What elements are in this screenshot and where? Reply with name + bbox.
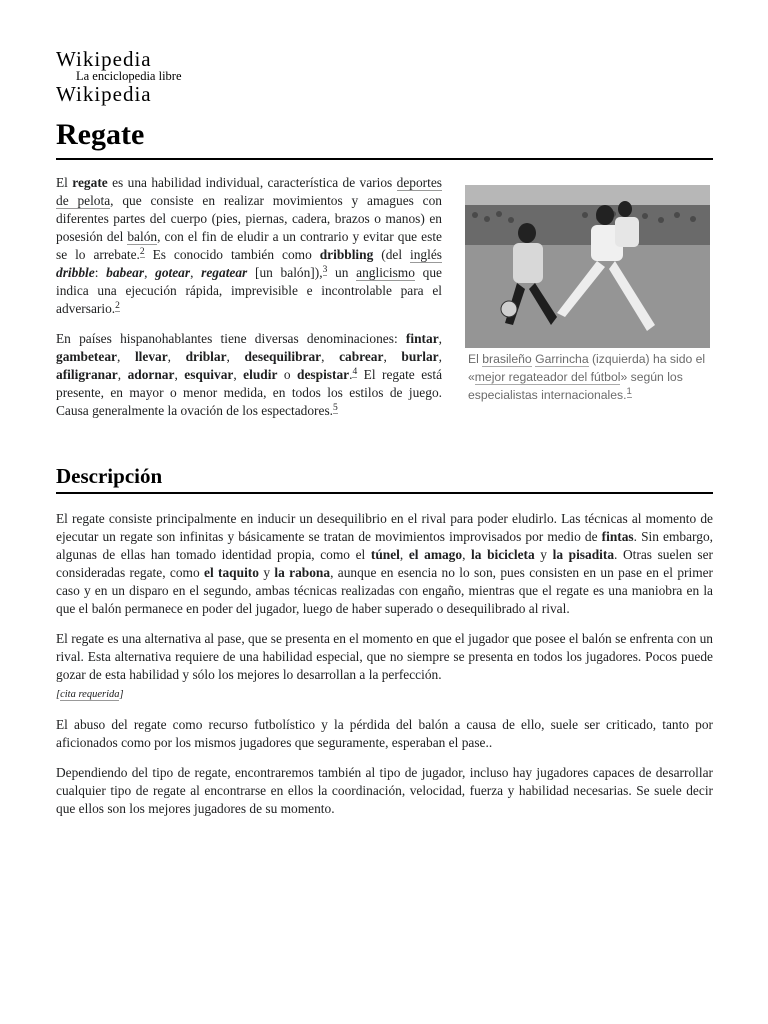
reference-link[interactable]: 2 [139, 246, 145, 257]
lead-section [56, 174, 442, 432]
bracket: [ [56, 689, 61, 700]
bold-term: el amago [408, 547, 463, 562]
bold-term: dribbling [319, 247, 374, 262]
text: El [468, 352, 483, 366]
reference-link[interactable]: 1 [626, 385, 632, 397]
section-underline [56, 492, 713, 494]
text: , [233, 367, 244, 382]
bold-term: afiligranar [56, 367, 118, 382]
link-balon[interactable]: balón [127, 229, 158, 244]
text: , aunque en esencia no lo son, pues consisten en un pase en el primer caso y en un disparo en el segundo, ambas técnicas realizadas con engaño, mientras que el regate es una maniobra en la que el balón permanece en poder del jugador, luego de haber superado o desequilibrado al rival. [56, 565, 714, 616]
text: , [438, 331, 442, 346]
text: , [116, 349, 135, 364]
logo-wordmark-bottom: Wikipedia [56, 82, 152, 106]
text: es una habilidad individual, característica de varios [107, 175, 397, 190]
page-title: Regate [56, 118, 145, 151]
text: En países hispanohablantes tiene diversas denominaciones: [56, 331, 406, 346]
citation-needed-link[interactable]: cita requerida [60, 689, 120, 700]
bold-term: fintas [601, 529, 634, 544]
text: El regate consiste principalmente en inducir un desequilibrio en el rival para poder eludirlo. Las técnicas al momento de ejecutar un regate son infinitas y básicamente se tratan de movimientos improvisados por medio de [56, 511, 713, 544]
reference-link[interactable]: 2 [115, 300, 120, 311]
bold-italic-term: gotear [155, 265, 191, 280]
text: , [167, 349, 186, 364]
link-ingles[interactable]: inglés [410, 247, 442, 262]
text: , [144, 265, 156, 280]
title-underline [56, 158, 713, 160]
text: , [226, 349, 245, 364]
link-anglicismo[interactable]: anglicismo [356, 265, 415, 280]
text: , [383, 349, 402, 364]
bold-term: cabrear [339, 349, 384, 364]
text: » según los especialistas internacionales. [468, 370, 683, 402]
bold-term: la rabona [274, 565, 331, 580]
bold-term: gambetear [56, 349, 117, 364]
bold-term: fintar [405, 331, 439, 346]
bold-term: esquivar [184, 367, 234, 382]
text: , [321, 349, 340, 364]
bold-italic-term: dribble [56, 265, 95, 280]
text: y [534, 547, 553, 562]
text: o [277, 367, 298, 382]
bold-term: adornar [127, 367, 175, 382]
photo-illustration [465, 185, 710, 348]
section-heading: Descripción [56, 464, 163, 488]
bold-term: desequilibrar [244, 349, 322, 364]
body-paragraph-2 [56, 630, 713, 704]
bold-term: llevar [134, 349, 168, 364]
text: que indica una ejecución rápida, imprevisible e incontrolable para el adversario. [56, 265, 442, 316]
text: . Sin embargo, algunas de ellas han tomado identidad propia, como el [56, 529, 714, 562]
text: , [117, 367, 128, 382]
citation-needed [56, 689, 124, 701]
section-body [56, 510, 713, 830]
text: , [190, 265, 202, 280]
text: El [56, 175, 73, 190]
reference-link[interactable]: 5 [333, 402, 338, 413]
bold-term: regate [72, 175, 108, 190]
text: . Otras suelen ser consideradas regate, como [56, 547, 714, 580]
text: El regate está presente, en mayor o menor medida, en todos los estilos de juego. Causa generalmente la ovación de los espectadores. [56, 367, 443, 418]
bold-term: eludir [243, 367, 278, 382]
lead-paragraph-2 [56, 330, 442, 420]
text: , con el fin de eludir a un contrario y evitar que este se lo arrebate. [56, 229, 442, 262]
text: , [399, 547, 409, 562]
text: . [349, 367, 353, 382]
text: (izquierda) ha sido el « [468, 352, 706, 384]
body-paragraph-1 [56, 510, 713, 618]
reference-link[interactable]: 3 [322, 264, 328, 275]
text: , [174, 367, 185, 382]
link-deportes-de-pelota[interactable]: deportes de pelota [56, 175, 443, 208]
reference-link[interactable]: 4 [352, 366, 358, 377]
bold-italic-term: babear [106, 265, 145, 280]
body-paragraph-3: El abuso del regate como recurso futbolístico y la pérdida del balón a causa de ello, suele ser criticado, tanto por aficionados como por los mismos jugadores que seguramente, esperaban el pase.. [56, 717, 713, 750]
figure-caption [465, 350, 710, 404]
lead-paragraph-1 [56, 174, 442, 318]
text: un [327, 265, 357, 280]
wikipedia-logo[interactable] [56, 48, 216, 105]
football-photo[interactable] [465, 185, 710, 348]
bold-italic-term: regatear [201, 265, 248, 280]
bold-term: driblar [185, 349, 227, 364]
text: , [462, 547, 472, 562]
text: y [258, 565, 275, 580]
bold-term: el taquito [204, 565, 259, 580]
bracket: ] [119, 689, 124, 700]
text: Es conocido también como [144, 247, 320, 262]
text: : [94, 265, 107, 280]
text: [un balón]), [247, 265, 323, 280]
text: El regate es una alternativa al pase, que se presenta en el momento en que el jugador que posee el balón se enfrenta con un rival. Esta alternativa requiere de una habilidad especial, que no siempre se presenta en todos los jugadores. Pocos puede gozar de esta habilidad y sólo los mejores lo desarrollan a la perfección. [56, 631, 713, 682]
infobox-figure [465, 185, 710, 404]
bold-term: despistar [297, 367, 350, 382]
bold-term: túnel [370, 547, 400, 562]
link-brasileno[interactable]: brasileño [482, 352, 532, 366]
link-garrincha[interactable]: Garrincha [535, 352, 589, 366]
body-paragraph-4: Dependiendo del tipo de regate, encontraremos también al tipo de jugador, incluso hay jugadores capaces de desarrollar cualquier tipo de regate al encontrarse en ellos la coordinación, velocidad, fuerza y habilidad necesarias. Se suele decir que ellos son los mejores jugadores de su momento. [56, 765, 713, 816]
bold-term: la pisadita [552, 547, 615, 562]
text: (del [373, 247, 410, 262]
link-mejor-regateador[interactable]: mejor regateador del fútbol [474, 370, 621, 384]
text: , [438, 349, 442, 364]
text: , que consiste en realizar movimientos y amagues con diferentes partes del cuerpo (pies, piernas, cadera, brazos o manos) en posesión del [56, 193, 442, 244]
logo-wordmark-top: Wikipedia [56, 47, 152, 71]
bold-term: la bicicleta [471, 547, 535, 562]
logo-tagline: La enciclopedia libre [76, 69, 182, 83]
bold-term: burlar [401, 349, 439, 364]
